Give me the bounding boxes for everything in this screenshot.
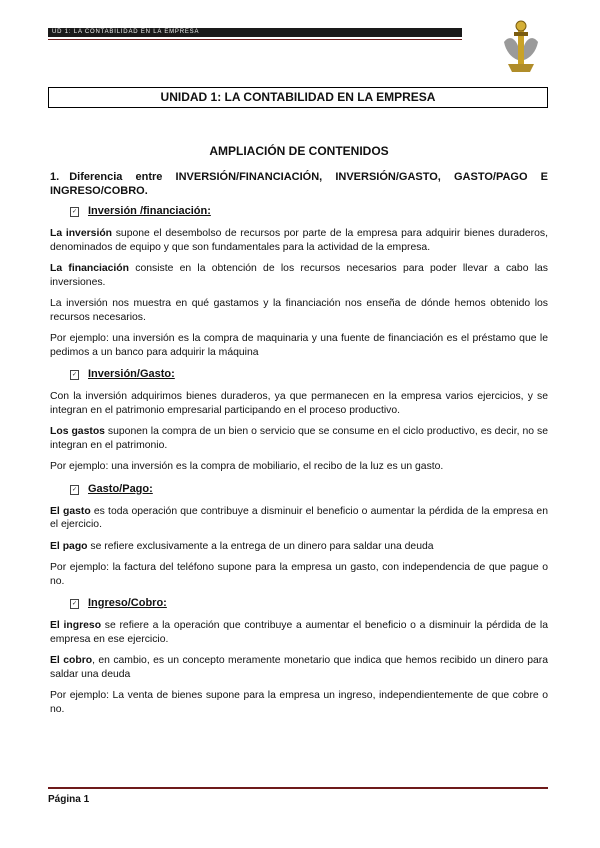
paragraph (50, 390, 548, 417)
question-1 (50, 170, 548, 198)
subsection-heading (70, 367, 548, 381)
question-number: 1. (50, 171, 60, 183)
checkbox-bullet-icon: ✓ (71, 372, 78, 378)
paragraph-text: Por ejemplo: una inversión es la compra de mobiliario, el recibo de la luz es un gasto. (50, 461, 444, 472)
subsection-list (50, 204, 548, 716)
page-number: Página 1 (48, 794, 90, 805)
footer-rule (48, 787, 548, 789)
paragraph-text: consiste en la obtención de los recursos necesarios para poder llevar a cabo las inversiones. (50, 263, 548, 288)
paragraph-term: Los gastos (50, 426, 105, 437)
paragraph (50, 619, 548, 646)
paragraph-term: El gasto (50, 505, 91, 517)
paragraph-text: Por ejemplo: La venta de bienes supone para la empresa un ingreso, independientemente de que cobre o no. (50, 690, 548, 715)
subsection-heading (70, 204, 548, 218)
paragraph (50, 654, 548, 681)
paragraph (50, 689, 548, 716)
paragraph-term: La inversión (50, 228, 113, 239)
paragraph (50, 561, 548, 588)
paragraph-text: , en cambio, es un concepto meramente monetario que indica que hemos recibido un dinero para saldar una deuda (50, 655, 548, 680)
paragraph (50, 262, 548, 289)
paragraph-text: Por ejemplo: una inversión es la compra de maquinaria y una fuente de financiación es el préstamo que le pedimos a un banco para adquirir la máquina (50, 333, 548, 358)
paragraph-text: se refiere a la operación que contribuye a aumentar el beneficio o a disminuir la pérdida de la empresa en ese ejercicio. (50, 620, 548, 645)
paragraph (50, 297, 548, 324)
paragraph (50, 332, 548, 359)
checkbox-bullet-icon: ✓ (71, 209, 78, 215)
paragraph (50, 460, 548, 474)
paragraph-text: Con la inversión adquirimos bienes duraderos, ya que permanecen en la empresa varios ejercicios, y se integran en el patrimonio empresarial participando en el proceso productivo. (50, 391, 548, 416)
subsection-heading (70, 482, 548, 496)
subsection-heading-label: Inversión/Gasto: (88, 368, 175, 380)
question-text: Diferencia entre INVERSIÓN/FINANCIACIÓN, INVERSIÓN/GASTO, GASTO/PAGO E INGRESO/COBRO. (50, 171, 548, 197)
paragraph-text: se refiere exclusivamente a la entrega de un dinero para saldar una deuda (87, 540, 434, 552)
checkbox-bullet-icon: ✓ (71, 486, 78, 493)
paragraph-term: La financiación (50, 263, 129, 274)
paragraph-text: La inversión nos muestra en qué gastamos y la financiación nos enseña de dónde hemos obtenido los recursos necesarios. (50, 298, 548, 323)
subsection-heading-label: Gasto/Pago: (88, 482, 153, 495)
paragraph-text: Por ejemplo: la factura del teléfono supone para la empresa un gasto, con independencia de que pague o no. (50, 562, 548, 587)
paragraph (50, 540, 548, 554)
paragraph-text: supone el desembolso de recursos por parte de la empresa para adquirir bienes duraderos, denominados de equipo y que son fundamentales para la actividad de la empresa. (50, 228, 548, 253)
unit-title: UNIDAD 1: LA CONTABILIDAD EN LA EMPRESA (48, 87, 548, 108)
paragraph (50, 425, 548, 452)
running-header: UD 1: LA CONTABILIDAD EN LA EMPRESA (48, 28, 462, 37)
paragraph-term: El ingreso (50, 620, 102, 631)
subsection-heading-label: Inversión /financiación: (88, 205, 211, 217)
paragraph (50, 505, 548, 532)
subsection-heading-label: Ingreso/Cobro: (88, 597, 167, 609)
crest-logo-icon (500, 20, 542, 76)
paragraph-term: El pago (50, 540, 88, 552)
document-body (50, 144, 548, 724)
paragraph-term: El cobro (50, 655, 93, 666)
paragraph (50, 227, 548, 254)
header-rule (48, 39, 462, 40)
paragraph-text: es toda operación que contribuye a disminuir el beneficio o aumentar la pérdida de la empresa en el ejercicio. (50, 505, 548, 530)
paragraph-text: suponen la compra de un bien o servicio que se consume en el ciclo productivo, es decir, no se integran en el patrimonio. (50, 426, 548, 451)
checkbox-bullet-icon: ✓ (71, 601, 78, 607)
subsection-heading (70, 596, 548, 610)
section-title: AMPLIACIÓN DE CONTENIDOS (209, 144, 389, 158)
